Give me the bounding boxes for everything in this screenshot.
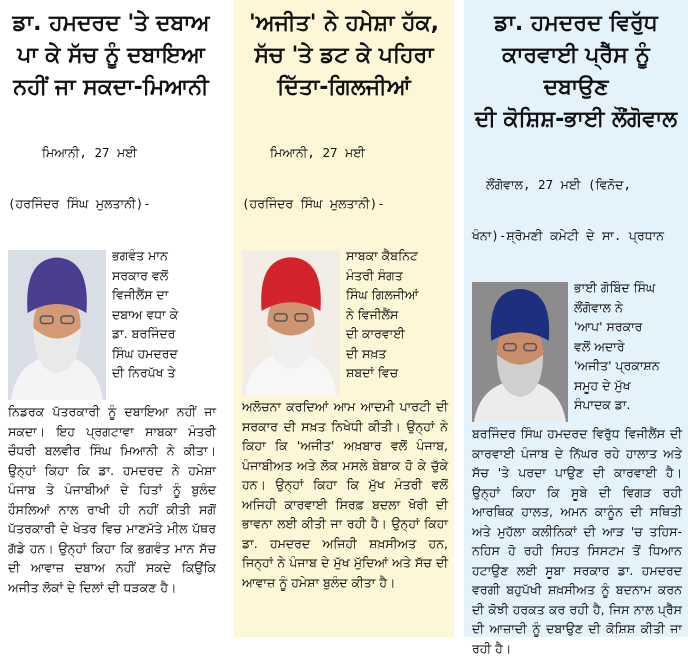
portrait-photo [8, 250, 106, 400]
headline [464, 0, 688, 136]
text-line: 'ਅਜੀਤ' ਪ੍ਰਕਾਸ਼ਨ [574, 358, 660, 373]
dateline [0, 104, 222, 246]
headline-line: ਡਾ. ਹਮਦਰਦ ਵਿਰੁੱਧ [494, 11, 658, 36]
dateline-line: (ਹਰਜਿੰਦਰ ਸਿੰਘ ਮੁਲਤਾਨੀ)- [242, 196, 385, 211]
text-line: ਸਮੂਹ ਦੇ ਮੁੱਖ [574, 377, 631, 393]
text-line: ਦੀ ਕਾਰਵਾਈ [346, 326, 405, 341]
dateline-line: ਮਿਆਨੀ, 27 ਮਈ [42, 145, 137, 160]
dateline-line: ਮਿਆਨੀ, 27 ਮਈ [270, 145, 365, 160]
article-body [234, 246, 454, 592]
text-line: ਦਬਾਅ ਵਧਾ ਕੇ [112, 306, 179, 322]
portrait-photo [242, 250, 340, 395]
dateline-line: (ਹਰਜਿੰਦਰ ਸਿੰਘ ਮੁਲਤਾਨੀ)- [8, 196, 151, 211]
dateline-line: ਖੰਨਾ)-ਸ਼੍ਰੋਮਣੀ ਕਮੇਟੀ ਦੇ ਸਾ. ਪ੍ਰਧਾਨ [472, 228, 664, 243]
headline-line: ਡਾ. ਹਮਦਰਦ 'ਤੇ ਦਬਾਅ [12, 11, 210, 36]
headline [0, 0, 222, 104]
headline-line: ਦੀ ਕੋਸ਼ਿਸ਼-ਭਾਈ ਲੌਂਗੋਵਾਲ [474, 107, 678, 132]
text-line: ਭਾਈ ਗੋਬਿੰਦ ਸਿੰਘ [574, 280, 656, 295]
text-line: ਭਗਵੰਤ ਮਾਨ [112, 248, 168, 263]
headline-line: ਕਾਰਵਾਈ ਪ੍ਰੈੱਸ ਨੂੰ ਦਬਾਉਣ [502, 43, 650, 100]
text-line: ਮੰਤਰੀ ਸੰਗਤ [346, 267, 403, 283]
article-longowal [464, 0, 688, 656]
article-body [0, 246, 222, 597]
portrait-photo [472, 282, 568, 422]
dateline-line: ਲੌਂਗੋਵਾਲ, 27 ਮਈ (ਵਿਨੋਦ, [486, 177, 631, 192]
body-text: ਬਰਜਿੰਦਰ ਸਿੰਘ ਹਮਦਰਦ ਵਿਰੁੱਧ ਵਿਜੀਲੈਂਸ ਦੀ ਕਾਰਵਾਈ ਪੰਜਾਬ ਦੇ ਨਿੱਘਰ ਰਹੇ ਹਾਲਾਤ ਅਤੇ ਸੱਚ 'ਤੇ ਪਰਦਾ ਪਾਉਣ ਦੀ ਕਾਰਵਾਈ ਹੈ। ਉਨ੍ਹਾਂ ਕਿਹਾ ਕਿ ਸੂਬੇ ਦੀ ਵਿਗੜ ਰਹੀ ਆਰਥਿਕ ਹਾਲਤ, ਅਮਨ ਕਾਨੂੰਨ ਦੀ ਸਥਿਤੀ ਅਤੇ ਮੁਹੱਲਾ ਕਲੀਨਿਕਾਂ ਦੀ ਆੜ 'ਚ ਤਹਿਸ-ਨਹਿਸ ਹੋ ਰਹੀ ਸਿਹਤ ਸਿਸਟਮ ਤੋਂ ਧਿਆਨ ਹਟਾਉਣ ਲਈ ਸੂਬਾ ਸਰਕਾਰ ਡਾ. ਹਮਦਰਦ ਵਰਗੀ ਬਹੁਪੱਖੀ ਸ਼ਖ਼ਸੀਅਤ ਨੂੰ ਬਦਨਾਮ ਕਰਨ ਦੀ ਕੋਝੀ ਹਰਕਤ ਕਰ ਰਹੀ ਹੈ, ਜਿਸ ਨਾਲ ਪ੍ਰੈੱਸ ਦੀ ਆਜ਼ਾਦੀ ਨੂੰ ਦਬਾਉਣ ਦੀ ਕੋਸ਼ਿਸ਼ ਕੀਤੀ ਜਾ ਰਹੀ ਹੈ। [472, 426, 682, 656]
article-giljian [234, 0, 454, 637]
wrap-lines [574, 278, 682, 415]
portrait-image [472, 282, 568, 422]
text-line: ਸਿੰਘ ਗਿਲਜੀਆਂ [346, 287, 419, 302]
text-line: ਲੌਂਗੋਵਾਲ ਨੇ [574, 299, 623, 315]
headline-line: ਦਿੱਤਾ-ਗਿਲਜੀਆਂ [277, 75, 411, 100]
text-line: ਸ਼ਬਦਾਂ ਵਿਚ [346, 365, 399, 380]
wrap-lines [112, 246, 216, 383]
text-line: ਸਰਕਾਰ ਵਲੋਂ [112, 267, 169, 283]
headline-line: 'ਅਜੀਤ' ਨੇ ਹਮੇਸ਼ਾ ਹੱਕ, [249, 11, 439, 36]
text-line: ਨੇ ਵਿਜੀਲੈਂਸ [346, 306, 399, 322]
text-line: ਵਲੋਂ ਅਦਾਰੇ [574, 338, 625, 354]
text-line: ਸਾਬਕਾ ਕੈਬਨਿਟ [346, 248, 418, 263]
headline [234, 0, 454, 104]
text-line: ਡਾ. ਬਰਜਿੰਦਰ [112, 326, 176, 341]
wrap-lines [346, 246, 448, 383]
text-line: ਸੰਪਾਦਕ ਡਾ. [574, 397, 631, 412]
portrait-image [242, 250, 340, 395]
headline-line: ਸੱਚ 'ਤੇ ਡਟ ਕੇ ਪਹਿਰਾ [254, 43, 434, 68]
portrait-image [8, 250, 106, 400]
headline-line: ਨਹੀਂ ਜਾ ਸਕਦਾ-ਮਿਆਨੀ [13, 75, 209, 100]
headline-line: ਪਾ ਕੇ ਸੱਚ ਨੂੰ ਦਬਾਇਆ [17, 43, 205, 68]
article-miani [0, 0, 222, 637]
article-body [464, 278, 688, 658]
dateline [234, 104, 454, 246]
text-line: 'ਆਪ' ਸਰਕਾਰ [574, 319, 643, 334]
text-line: ਦੀ ਸਖ਼ਤ [346, 345, 387, 361]
body-text: ਅਲੋਚਨਾ ਕਰਦਿਆਂ ਆਮ ਆਦਮੀ ਪਾਰਟੀ ਦੀ ਸਰਕਾਰ ਦੀ ਸਖ਼ਤ ਨਿਖੇਧੀ ਕੀਤੀ। ਉਨ੍ਹਾਂ ਨੇ ਕਿਹਾ ਕਿ 'ਅਜੀਤ' ਅਖ਼ਬਾਰ ਵਲੋਂ ਪੰਜਾਬ, ਪੰਜਾਬੀਅਤ ਅਤੇ ਲੋਕ ਮਸਲੇ ਬੇਬਾਕ ਹੋ ਕੇ ਚੁੱਕੇ ਹਨ। ਉਨ੍ਹਾਂ ਕਿਹਾ ਕਿ ਮੁੱਖ ਮੰਤਰੀ ਵਲੋਂ ਅਜਿਹੀ ਕਾਰਵਾਈ ਸਿਰਫ਼ ਬਦਲਾ ਖੋਰੀ ਦੀ ਭਾਵਨਾ ਲਈ ਕੀਤੀ ਜਾ ਰਹੀ ਹੈ। ਉਨ੍ਹਾਂ ਕਿਹਾ ਡਾ. ਹਮਦਰਦ ਅਜਿਹੀ ਸ਼ਖ਼ਸੀਅਤ ਹਨ, ਜਿਨ੍ਹਾਂ ਨੇ ਪੰਜਾਬ ਦੇ ਮੁੱਖ ਮੁੱਦਿਆਂ ਅਤੇ ਸੱਚ ਦੀ ਆਵਾਜ਼ ਨੂੰ ਹਮੇਸ਼ਾ ਬੁਲੰਦ ਕੀਤਾ ਹੈ। [242, 399, 448, 590]
dateline [464, 136, 688, 278]
text-line: ਦੀ ਨਿਰਪੱਖ ਤੇ [112, 365, 176, 380]
text-line: ਵਿਜੀਲੈਂਸ ਦਾ [112, 287, 169, 302]
text-line: ਸਿੰਘ ਹਮਦਰਦ [112, 345, 178, 361]
body-text: ਨਿਡਰਕ ਪੱਤਰਕਾਰੀ ਨੂੰ ਦਬਾਇਆ ਨਹੀਂ ਜਾ ਸਕਦਾ। ਇਹ ਪ੍ਰਗਟਾਵਾ ਸਾਬਕਾ ਮੰਤਰੀ ਚੌਧਰੀ ਬਲਵੀਰ ਸਿੰਘ ਮਿਆਨੀ ਨੇ ਕੀਤਾ। ਉਨ੍ਹਾਂ ਕਿਹਾ ਕਿ ਡਾ. ਹਮਦਰਦ ਨੇ ਹਮੇਸ਼ਾ ਪੰਜਾਬ ਤੇ ਪੰਜਾਬੀਆਂ ਦੇ ਹਿਤਾਂ ਨੂੰ ਬੁਲੰਦ ਹੌਸਲਿਆਂ ਨਾਲ ਰਾਖੀ ਹੀ ਨਹੀਂ ਕੀਤੀ ਸਗੋਂ ਪੱਤਰਕਾਰੀ ਦੇ ਖੇਤਰ ਵਿਚ ਮਾਣਮੱਤੇ ਮੀਲ ਪੱਥਰ ਗੱਡੇ ਹਨ। ਉਨ੍ਹਾਂ ਕਿਹਾ ਕਿ ਭਗਵੰਤ ਮਾਨ ਸੱਚ ਦੀ ਆਵਾਜ਼ ਦਬਾਅ ਨਹੀਂ ਸਕਦੇ ਕਿਉਂਕਿ ਅਜੀਤ ਲੋਕਾਂ ਦੇ ਦਿਲਾਂ ਦੀ ਧੜਕਣ ਹੈ। [8, 404, 216, 595]
